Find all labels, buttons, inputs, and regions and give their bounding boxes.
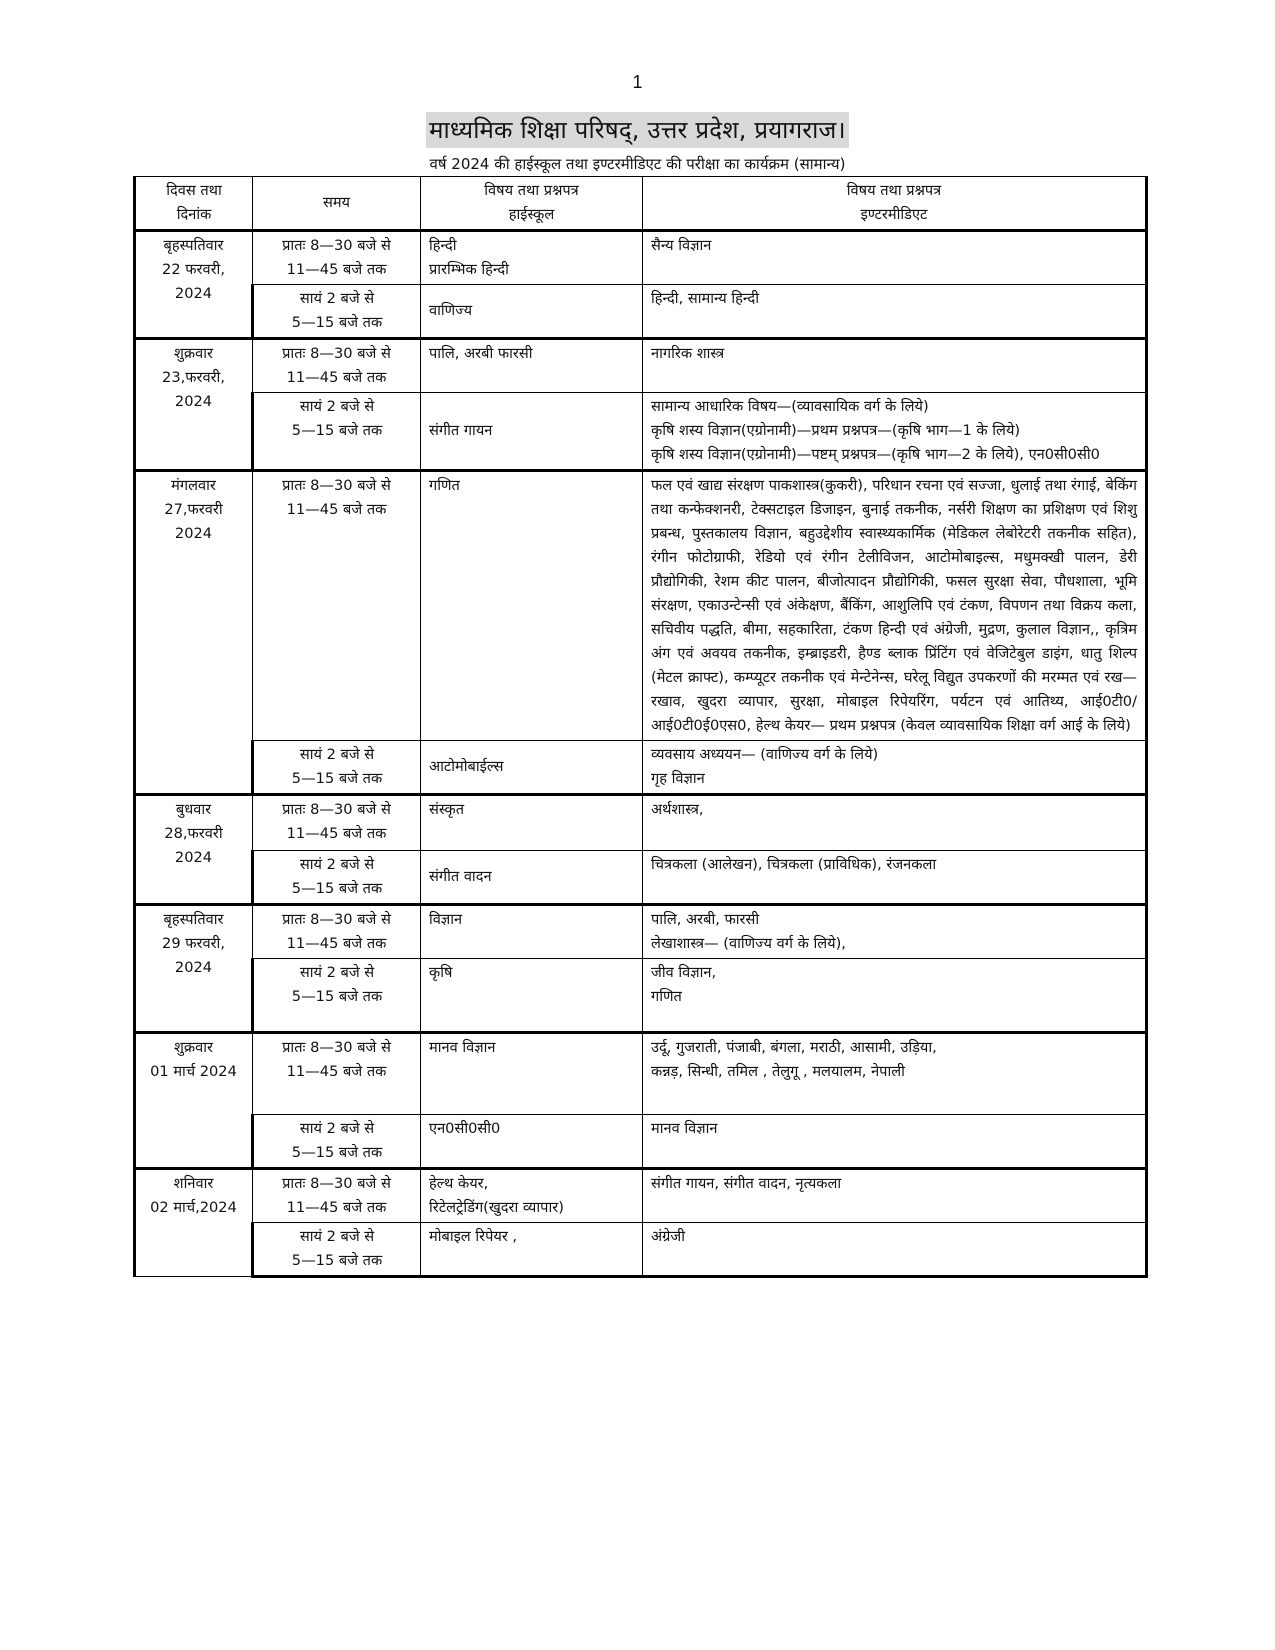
day-date: 23,फरवरी, bbox=[162, 369, 225, 386]
day-cell bbox=[135, 905, 253, 1033]
day-name: मंगलवार bbox=[171, 477, 216, 494]
inter-subject-cell bbox=[643, 1169, 1147, 1223]
inter-subject: लेखाशास्त्र— (वाणिज्य वर्ग के लिये), bbox=[651, 935, 846, 952]
day-cell bbox=[135, 1033, 253, 1169]
hs-subject-cell bbox=[421, 1223, 643, 1277]
hs-subject: वाणिज्य bbox=[429, 302, 473, 319]
hs-subject: हिन्दी bbox=[429, 237, 457, 254]
hs-subject-cell bbox=[421, 1169, 643, 1223]
time-cell-morning bbox=[253, 1169, 421, 1223]
time-end: 11—45 बजे तक bbox=[286, 935, 387, 952]
hs-subject-cell bbox=[421, 905, 643, 959]
inter-subject: सामान्य आधारिक विषय—(व्यावसायिक वर्ग के लिये) bbox=[651, 398, 929, 415]
table-header-row bbox=[135, 177, 1147, 231]
time-end: 5—15 बजे तक bbox=[291, 988, 383, 1005]
time-start: प्रातः 8—30 बजे से bbox=[282, 1175, 391, 1192]
hs-subject: संगीत गायन bbox=[429, 422, 493, 439]
time-cell-morning bbox=[253, 471, 421, 741]
time-cell-morning bbox=[253, 795, 421, 851]
time-start: प्रातः 8—30 बजे से bbox=[282, 237, 391, 254]
time-end: 11—45 बजे तक bbox=[286, 501, 387, 518]
inter-subject: कृषि शस्य विज्ञान(एग्रोनामी)—प्रथम प्रश्नपत्र—(कृषि भाग—1 के लिये) bbox=[651, 422, 1021, 439]
inter-subject-cell bbox=[643, 959, 1147, 1033]
exam-schedule-table bbox=[133, 176, 1148, 1278]
inter-subject-cell bbox=[643, 795, 1147, 851]
time-end: 5—15 बजे तक bbox=[291, 770, 383, 787]
inter-subject: चित्रकला (आलेखन), चित्रकला (प्राविधिक), रंजनकला bbox=[651, 856, 937, 873]
day-date: 27,फरवरी bbox=[164, 501, 223, 518]
hs-subject: एन0सी0सी0 bbox=[429, 1120, 501, 1137]
table-row bbox=[135, 959, 1147, 1033]
table-row bbox=[135, 471, 1147, 741]
title-wrapper bbox=[0, 112, 1275, 148]
time-start: सायं 2 बजे से bbox=[299, 290, 375, 307]
inter-subject: कन्नड़, सिन्धी, तमिल , तेलुगू , मलयालम, नेपाली bbox=[651, 1063, 905, 1080]
time-end: 5—15 बजे तक bbox=[291, 880, 383, 897]
header-intermediate bbox=[643, 177, 1147, 231]
time-end: 11—45 बजे तक bbox=[286, 261, 387, 278]
time-cell-morning bbox=[253, 1033, 421, 1115]
time-start: प्रातः 8—30 बजे से bbox=[282, 1039, 391, 1056]
table-row bbox=[135, 1033, 1147, 1115]
inter-subject: सैन्य विज्ञान bbox=[651, 237, 712, 254]
day-cell bbox=[135, 339, 253, 471]
time-end: 11—45 बजे तक bbox=[286, 369, 387, 386]
inter-subject-cell bbox=[643, 393, 1147, 471]
hs-subject-cell bbox=[421, 285, 643, 339]
inter-subject: पालि, अरबी, फारसी bbox=[651, 911, 760, 928]
hs-subject: विज्ञान bbox=[429, 911, 463, 928]
day-year: 2024 bbox=[174, 525, 213, 542]
inter-subject: अंग्रेजी bbox=[651, 1228, 685, 1245]
time-start: सायं 2 बजे से bbox=[299, 1228, 375, 1245]
hs-subject-cell bbox=[421, 1033, 643, 1115]
time-end: 5—15 बजे तक bbox=[291, 422, 383, 439]
table-row bbox=[135, 905, 1147, 959]
time-end: 11—45 बजे तक bbox=[286, 1199, 387, 1216]
inter-subject-cell bbox=[643, 231, 1147, 285]
time-cell-morning bbox=[253, 905, 421, 959]
inter-subject-cell bbox=[643, 851, 1147, 905]
time-cell-evening bbox=[253, 285, 421, 339]
header-inter-line2: इण्टरमीडिएट bbox=[860, 206, 928, 223]
header-highschool bbox=[421, 177, 643, 231]
header-day-line2: दिनांक bbox=[176, 206, 212, 223]
time-end: 5—15 बजे तक bbox=[291, 1144, 383, 1161]
time-start: प्रातः 8—30 बजे से bbox=[282, 345, 391, 362]
hs-subject: पालि, अरबी फारसी bbox=[429, 345, 533, 362]
header-inter-line1: विषय तथा प्रश्नपत्र bbox=[846, 182, 942, 199]
day-year: 2024 bbox=[174, 959, 213, 976]
inter-subject: व्यवसाय अध्ययन— (वाणिज्य वर्ग के लिये) bbox=[651, 746, 879, 763]
time-start: सायं 2 बजे से bbox=[299, 398, 375, 415]
hs-subject-cell bbox=[421, 959, 643, 1033]
table-row bbox=[135, 1115, 1147, 1169]
inter-subject-cell bbox=[643, 1115, 1147, 1169]
time-cell-evening bbox=[253, 741, 421, 795]
header-hs-line2: हाईस्कूल bbox=[508, 206, 555, 223]
hs-subject: संस्कृत bbox=[429, 801, 465, 818]
time-cell-morning bbox=[253, 339, 421, 393]
page-title: माध्यमिक शिक्षा परिषद्, उत्तर प्रदेश, प्रयागराज। bbox=[426, 112, 849, 148]
day-date: 29 फरवरी, bbox=[162, 935, 225, 952]
table-row bbox=[135, 741, 1147, 795]
day-year: 2024 bbox=[174, 393, 213, 410]
hs-subject: कृषि bbox=[429, 964, 453, 981]
inter-subject: गणित bbox=[651, 988, 682, 1005]
header-hs-line1: विषय तथा प्रश्नपत्र bbox=[484, 182, 579, 199]
header-time: समय bbox=[253, 177, 421, 231]
inter-subject: संगीत गायन, संगीत वादन, नृत्यकला bbox=[651, 1175, 842, 1192]
hs-subject-cell bbox=[421, 851, 643, 905]
time-end: 5—15 बजे तक bbox=[291, 1252, 383, 1269]
inter-subject: हिन्दी, सामान्य हिन्दी bbox=[651, 290, 759, 307]
table-row bbox=[135, 231, 1147, 285]
time-start: सायं 2 बजे से bbox=[299, 964, 375, 981]
inter-subject-cell bbox=[643, 1223, 1147, 1277]
day-cell bbox=[135, 231, 253, 339]
page-number: 1 bbox=[632, 72, 643, 92]
hs-subject: रिटेलट्रेडिंग(खुदरा व्यापार) bbox=[429, 1199, 564, 1216]
time-end: 5—15 बजे तक bbox=[291, 314, 383, 331]
inter-subject-cell bbox=[643, 339, 1147, 393]
inter-subject: नागरिक शास्त्र bbox=[651, 345, 725, 362]
hs-subject-cell bbox=[421, 471, 643, 741]
time-end: 11—45 बजे तक bbox=[286, 1063, 387, 1080]
hs-subject: प्रारम्भिक हिन्दी bbox=[429, 261, 509, 278]
hs-subject-cell bbox=[421, 795, 643, 851]
table-row bbox=[135, 393, 1147, 471]
inter-subject: गृह विज्ञान bbox=[651, 770, 705, 787]
inter-subject-cell bbox=[643, 741, 1147, 795]
time-start: प्रातः 8—30 बजे से bbox=[282, 911, 391, 928]
day-date: 22 फरवरी, bbox=[162, 261, 225, 278]
table-row bbox=[135, 285, 1147, 339]
day-name: बुधवार bbox=[175, 801, 212, 818]
time-cell-evening bbox=[253, 393, 421, 471]
day-name: बृहस्पतिवार bbox=[163, 911, 224, 928]
day-date: 02 मार्च,2024 bbox=[150, 1199, 237, 1216]
time-start: प्रातः 8—30 बजे से bbox=[282, 477, 391, 494]
day-name: शुक्रवार bbox=[174, 345, 213, 362]
day-date: 01 मार्च 2024 bbox=[150, 1063, 237, 1080]
day-name: बृहस्पतिवार bbox=[163, 237, 224, 254]
inter-subject: मानव विज्ञान bbox=[651, 1120, 718, 1137]
inter-subject: जीव विज्ञान, bbox=[651, 964, 717, 981]
time-cell-morning bbox=[253, 231, 421, 285]
time-cell-evening bbox=[253, 959, 421, 1033]
page-subtitle: वर्ष 2024 की हाईस्कूल तथा इण्टरमीडिएट की परीक्षा का कार्यक्रम (सामान्य) bbox=[429, 155, 846, 173]
hs-subject-cell bbox=[421, 339, 643, 393]
inter-subject: अर्थशास्त्र, bbox=[651, 801, 704, 818]
time-start: सायं 2 बजे से bbox=[299, 1120, 375, 1137]
hs-subject-cell bbox=[421, 393, 643, 471]
day-cell bbox=[135, 1169, 253, 1277]
hs-subject-cell bbox=[421, 231, 643, 285]
table-row bbox=[135, 1169, 1147, 1223]
inter-subject-cell bbox=[643, 1033, 1147, 1115]
day-name: शुक्रवार bbox=[174, 1039, 213, 1056]
inter-subject: उर्दू, गुजराती, पंजाबी, बंगला, मराठी, आसामी, उड़िया, bbox=[651, 1039, 937, 1056]
time-cell-evening bbox=[253, 851, 421, 905]
hs-subject: हेल्थ केयर, bbox=[429, 1175, 489, 1192]
inter-subject: कृषि शस्य विज्ञान(एग्रोनामी)—पष्टम् प्रश्नपत्र—(कृषि भाग—2 के लिये), एन0सी0सी0 bbox=[651, 446, 1100, 463]
time-start: सायं 2 बजे से bbox=[299, 746, 375, 763]
day-date: 28,फरवरी bbox=[164, 825, 223, 842]
header-day-line1: दिवस तथा bbox=[166, 182, 222, 199]
hs-subject-cell bbox=[421, 741, 643, 795]
day-cell bbox=[135, 795, 253, 905]
time-cell-evening bbox=[253, 1115, 421, 1169]
table-row bbox=[135, 1223, 1147, 1277]
day-year: 2024 bbox=[174, 849, 213, 866]
hs-subject: आटोमोबाईल्स bbox=[429, 758, 504, 775]
table-row bbox=[135, 795, 1147, 851]
hs-subject: मोबाइल रिपेयर , bbox=[429, 1228, 518, 1245]
time-end: 11—45 बजे तक bbox=[286, 825, 387, 842]
time-start: सायं 2 बजे से bbox=[299, 856, 375, 873]
hs-subject-cell bbox=[421, 1115, 643, 1169]
inter-subject-cell bbox=[643, 285, 1147, 339]
inter-subject-cell bbox=[643, 471, 1147, 741]
hs-subject: संगीत वादन bbox=[429, 868, 492, 885]
hs-subject: गणित bbox=[429, 477, 460, 494]
hs-subject: मानव विज्ञान bbox=[429, 1039, 496, 1056]
day-year: 2024 bbox=[174, 285, 213, 302]
table-row bbox=[135, 851, 1147, 905]
time-cell-evening bbox=[253, 1223, 421, 1277]
header-day bbox=[135, 177, 253, 231]
day-name: शनिवार bbox=[173, 1175, 214, 1192]
inter-subject-cell bbox=[643, 905, 1147, 959]
table-row bbox=[135, 339, 1147, 393]
inter-subject: फल एवं खाद्य संरक्षण पाकशास्त्र(कुकरी), परिधान रचना एवं सज्जा, धुलाई तथा रंगाई, बेकिंग तथा कन्फेक्शनरी, टेक्सटाइल डिजाइन, बुनाई तकनीक, नर्सरी शिक्षण का प्रशिक्षण एवं शिशु प्रबन्ध, पुस्तकालय विज्ञान, बहुउद्देशीय स्वास्थ्यकार्मिक (मेडिकल लेबोरेटरी तकनीक सहित), रंगीन फोटोग्राफी, रेडियो एवं रंगीन टेलीविजन, आटोमोबाइल्स, मधुमक्खी पालन, डेरी प्रौद्योगिकी, रेशम कीट पालन, बीजोत्पादन प्रौद्योगिकी, फसल सुरक्षा सेवा, पौधशाला, भूमि संरक्षण, एकाउन्टेन्सी एवं अंकेक्षण, बैंकिंग, आशुलिपि एवं टंकण, विपणन तथा विक्रय कला, सचिवीय पद्धति, बीमा, सहकारिता, टंकण हिन्दी एवं अंग्रेजी, मुद्रण, कुलाल विज्ञान,, कृत्रिम अंग एवं अवयव तकनीक, इम्ब्राइडरी, हैण्ड ब्लाक प्रिंटिंग एवं वेजिटेबुल डाइंग, धातु शिल्प (मेटल क्राफ्ट), कम्प्यूटर तकनीक एवं मेन्टेनेन्स, घरेलू विद्युत उपकरणों की मरम्मत एवं रख—रखाव, खुदरा व्यापार, सुरक्षा, मोबाइल रिपेयरिंग, पर्यटन एवं आतिथ्य, आई0टी0/ आई0टी0ई0एस0, हेल्थ केयर— प्रथम प्रश्नपत्र (केवल व्यावसायिक शिक्षा वर्ग आई के लिये) bbox=[651, 477, 1137, 734]
time-start: प्रातः 8—30 बजे से bbox=[282, 801, 391, 818]
day-cell bbox=[135, 471, 253, 795]
